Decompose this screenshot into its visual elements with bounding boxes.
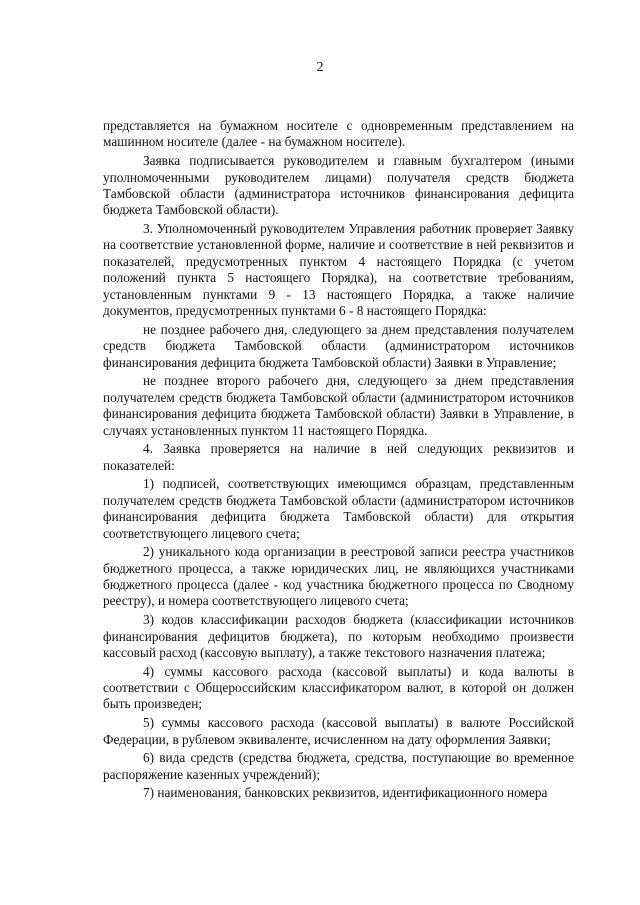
paragraph: 4) суммы кассового расхода (кассовой выплаты) и кода валюты в соответствии с Общероссийским классификатором валют, в которой он должен быть произведен; — [103, 663, 574, 712]
paragraph: не позднее рабочего дня, следующего за днем представления получателем средств бюджета Тамбовской области (администратором источников финансирования дефицита бюджета Тамбовской области) Заявки в Управление; — [103, 321, 574, 370]
paragraph: представляется на бумажном носителе с одновременным представлением на машинном носителе (далее - на бумажном носителе). — [103, 118, 574, 150]
paragraph: 1) подписей, соответствующих имеющимся образцам, представленным получателем средств бюджета Тамбовской области (администратором источников финансирования дефицита бюджета Тамбовской области) для открытия соответствующего лицевого счета; — [103, 476, 574, 541]
paragraph: 7) наименования, банковских реквизитов, идентификационного номера — [143, 785, 548, 801]
paragraph: 2) уникального кода организации в реестровой записи реестра участников бюджетного процесса, а также юридических лиц, не являющихся участниками бюджетного процесса (далее - код участника бюджетного процесса по Сводному реестру), и номера соответствующего лицевого счета; — [103, 544, 574, 609]
paragraph: 3. Уполномоченный руководителем Управления работник проверяет Заявку на соответствие установленной форме, наличие и соответствие в ней реквизитов и показателей, предусмотренных пунктом 4 настоящего Порядка (с учетом положений пункта 5 настоящего Порядка), на соответствие требованиям, установленным пунктами 9 - 13 настоящего Порядка, а также наличие документов, предусмотренных пунктами 6 - 8 настоящего Порядка: — [103, 221, 574, 319]
paragraph: Заявка подписывается руководителем и главным бухгалтером (иными уполномоченными руководителем лицами) получателя средств бюджета Тамбовской области (администратора источников финансирования дефицита бюджета Тамбовской области). — [103, 153, 574, 218]
paragraph: 5) суммы кассового расхода (кассовой выплаты) в валюте Российской Федерации, в рублевом эквиваленте, исчисленном на дату оформления Заявки; — [103, 715, 574, 747]
document-body — [103, 118, 574, 804]
paragraph: 3) кодов классификации расходов бюджета (классификации источников финансирования дефицитов бюджета), по которым необходимо произвести кассовый расход (кассовую выплату), а также текстового назначения платежа; — [103, 612, 574, 660]
paragraph: 4. Заявка проверяется на наличие в ней следующих реквизитов и показателей: — [103, 441, 574, 473]
paragraph: не позднее второго рабочего дня, следующего за днем представления получателем средств бюджета Тамбовской области (администратором источников финансирования дефицита бюджета Тамбовской области) Заявки в Управление, в случаях установленных пунктом 11 настоящего Порядка. — [103, 373, 574, 438]
page-number: 2 — [316, 60, 324, 75]
paragraph: 6) вида средств (средства бюджета, средства, поступающие во временное распоряжение казенных учреждений); — [103, 750, 574, 782]
